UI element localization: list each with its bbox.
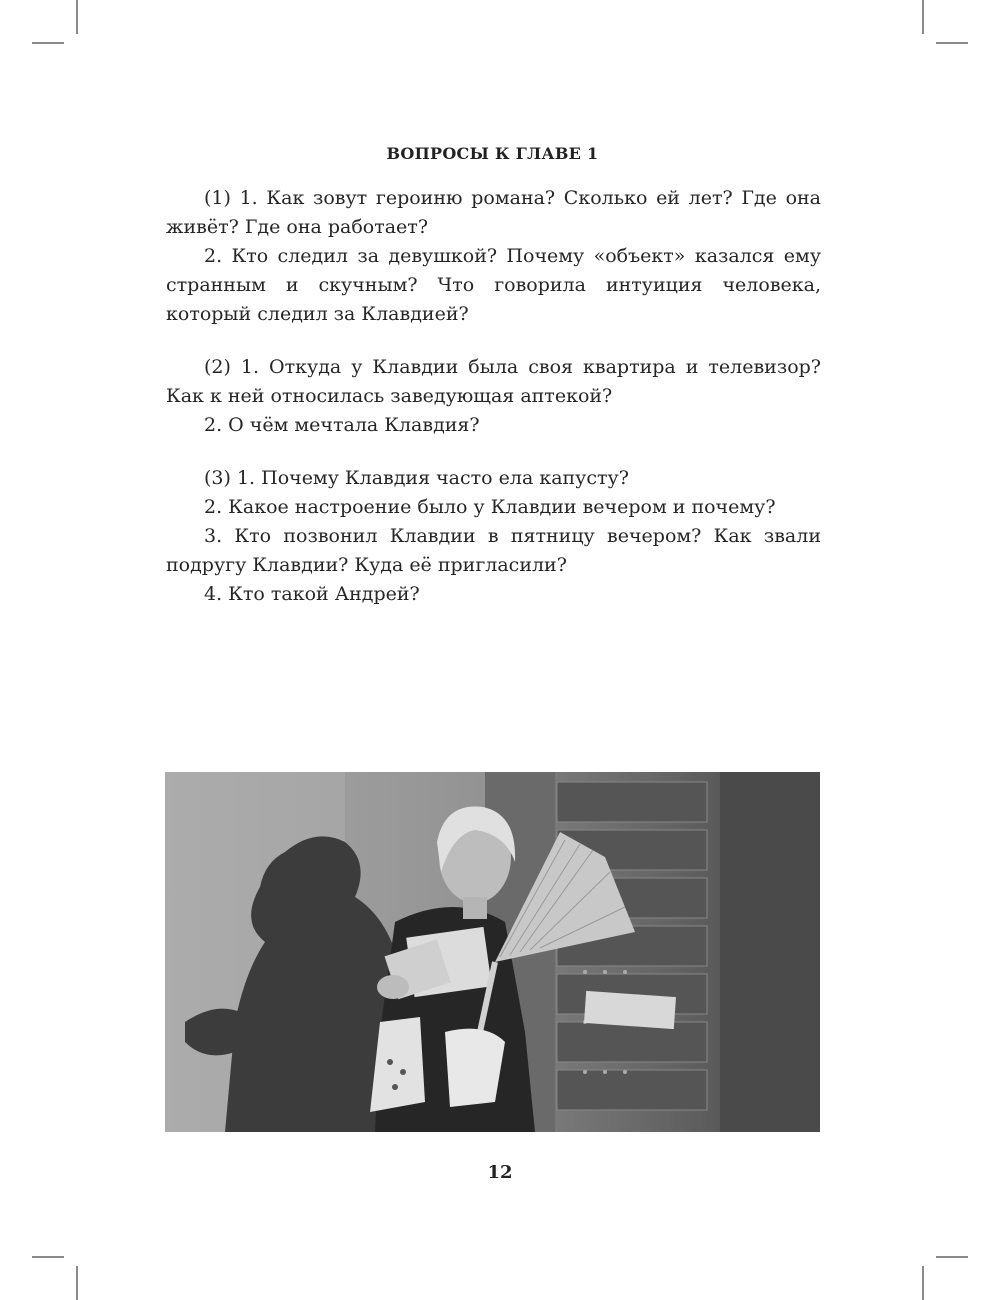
question-block-2 [166, 353, 821, 440]
crop-mark [936, 1256, 968, 1258]
question-block-3 [166, 464, 821, 609]
crop-mark [922, 0, 924, 34]
question-paragraph: 2. Какое настроение было у Клавдии вечером и почему? [204, 496, 776, 518]
question-paragraph: 2. О чём мечтала Клавдия? [204, 414, 480, 436]
page-number: 12 [487, 1162, 513, 1183]
question-paragraph: 3. Кто позвонил Клавдии в пятницу вечером? Как звали подругу Клавдии? Куда её пригласили? [166, 525, 821, 576]
crop-mark [76, 0, 78, 34]
crop-mark [76, 1266, 78, 1300]
crop-mark [32, 42, 64, 44]
crop-mark [922, 1266, 924, 1300]
photo-drawing [165, 772, 820, 1132]
question-paragraph: (1) 1. Как зовут героиню романа? Сколько ей лет? Где она живёт? Где она работает? [166, 187, 821, 238]
question-paragraph: 4. Кто такой Андрей? [204, 583, 420, 605]
chapter-questions-heading: ВОПРОСЫ К ГЛАВЕ 1 [386, 144, 599, 163]
illustration-photo [165, 772, 820, 1132]
question-block-1 [166, 184, 821, 329]
question-paragraph: (2) 1. Откуда у Клавдии была своя квартира и телевизор? Как к ней относилась заведующая аптекой? [166, 356, 821, 407]
question-paragraph: (3) 1. Почему Клавдия часто ела капусту? [204, 467, 629, 489]
question-paragraph: 2. Кто следил за девушкой? Почему «объект» казался ему странным и скучным? Что говорила интуиция человека, который следил за Клавдией? [166, 245, 821, 325]
crop-mark [32, 1256, 64, 1258]
questions-body [166, 184, 821, 633]
crop-mark [936, 42, 968, 44]
